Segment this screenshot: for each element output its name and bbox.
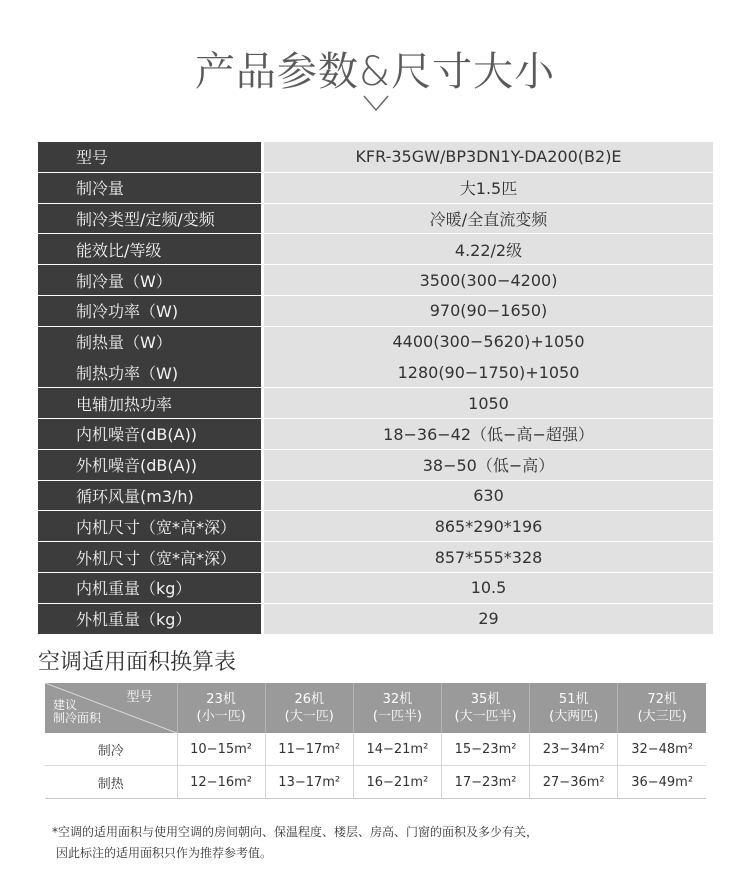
- model-header: [265, 683, 353, 733]
- table-cell: 36−49m²: [618, 766, 706, 799]
- corner-area-line2: 制冷面积: [53, 711, 102, 725]
- spec-row: [38, 327, 713, 357]
- model-header: [441, 683, 529, 733]
- spec-label: 制冷类型/定频/变频: [38, 204, 261, 234]
- spec-value: 10.5: [264, 573, 713, 603]
- spec-row: [38, 573, 713, 603]
- table-cell: 16−21m²: [353, 766, 441, 799]
- spec-value: 630: [264, 481, 713, 511]
- spec-row: [38, 388, 713, 418]
- spec-label: 制冷量（W）: [38, 265, 261, 295]
- spec-value: 3500(300−4200): [264, 265, 713, 295]
- spec-row: [38, 511, 713, 541]
- model-name: 51机: [558, 692, 589, 707]
- spec-label: 制热功率（W): [38, 357, 261, 387]
- model-name: 32机: [382, 692, 413, 707]
- spec-value: 1280(90−1750)+1050: [264, 357, 713, 387]
- spec-row: [38, 450, 713, 480]
- spec-label: 能效比/等级: [38, 234, 261, 264]
- footnote-line1: *空调的适用面积与使用空调的房间朝向、保温程度、楼层、房高、门窗的面积及多少有关，: [52, 825, 539, 839]
- table-cell: 14−21m²: [353, 733, 441, 766]
- table-row-heating: [45, 766, 706, 799]
- model-name: 26机: [294, 692, 324, 707]
- model-hp: (一匹半): [372, 709, 422, 724]
- spec-value: 冷暖/全直流变频: [264, 204, 713, 234]
- table-row-cooling: [45, 733, 706, 766]
- model-name: 35机: [470, 692, 501, 707]
- table-cell: 17−23m²: [441, 766, 529, 799]
- model-hp: (大两匹): [549, 709, 599, 724]
- spec-value: 38−50（低−高）: [264, 450, 713, 480]
- spec-label: 内机重量（kg）: [38, 573, 261, 603]
- spec-row: [38, 481, 713, 511]
- model-hp: (大一匹): [284, 709, 334, 724]
- model-hp: (小一匹): [196, 709, 246, 724]
- spec-label: 制冷功率（W): [38, 296, 261, 326]
- model-hp: (大三匹): [637, 709, 687, 724]
- spec-value: 4.22/2级: [264, 234, 713, 264]
- spec-value: 970(90−1650): [264, 296, 713, 326]
- spec-row: [38, 234, 713, 264]
- spec-table: [38, 142, 713, 635]
- spec-value: 18−36−42（低−高−超强）: [264, 419, 713, 449]
- table-cell: 12−16m²: [177, 766, 265, 799]
- table-cell: 10−15m²: [177, 733, 265, 766]
- spec-label: 制热量（W）: [38, 327, 261, 357]
- spec-value: 1050: [264, 388, 713, 418]
- spec-label: 制冷量: [38, 173, 261, 203]
- row-label: 制冷: [45, 733, 177, 766]
- model-hp: (大一匹半): [454, 709, 517, 724]
- corner-header: [45, 683, 177, 733]
- spec-label: 外机尺寸（宽*高*深）: [38, 542, 261, 572]
- footnote-line2: 因此标注的适用面积只作为推荐参考值。: [56, 846, 273, 860]
- table-cell: 23−34m²: [530, 733, 618, 766]
- spec-value: 4400(300−5620)+1050: [264, 327, 713, 357]
- table-cell: 27−36m²: [530, 766, 618, 799]
- spec-label: 外机噪音(dB(A)): [38, 450, 261, 480]
- spec-label: 内机噪音(dB(A)): [38, 419, 261, 449]
- spec-row: [38, 173, 713, 203]
- area-conversion-table: [45, 683, 706, 799]
- model-name: 72机: [647, 692, 677, 707]
- footnote: [52, 822, 538, 864]
- spec-value: 29: [264, 604, 713, 634]
- model-header: [618, 683, 706, 733]
- spec-row: [38, 357, 713, 387]
- spec-row: [38, 542, 713, 572]
- spec-value: 865*290*196: [264, 511, 713, 541]
- spec-row-model: [38, 142, 713, 172]
- spec-row: [38, 419, 713, 449]
- corner-area-line1: 建议: [53, 698, 78, 712]
- spec-value: 大1.5匹: [264, 173, 713, 203]
- spec-label: 外机重量（kg）: [38, 604, 261, 634]
- corner-model-label: 型号: [126, 690, 153, 705]
- spec-label: 循环风量(m3/h): [38, 481, 261, 511]
- spec-row: [38, 204, 713, 234]
- spec-label: 内机尺寸（宽*高*深）: [38, 511, 261, 541]
- spec-value: 857*555*328: [264, 542, 713, 572]
- table-cell: 13−17m²: [265, 766, 353, 799]
- spec-row: [38, 604, 713, 634]
- table-cell: 32−48m²: [618, 733, 706, 766]
- model-header: [177, 683, 265, 733]
- area-table-title: 空调适用面积换算表: [38, 650, 237, 675]
- table-cell: 11−17m²: [265, 733, 353, 766]
- table-header-row: [45, 683, 706, 733]
- model-header: [530, 683, 618, 733]
- spec-label: 电辅加热功率: [38, 388, 261, 418]
- chevron-down-icon: [362, 92, 390, 114]
- page-title: 产品参数&尺寸大小: [194, 49, 556, 95]
- table-cell: 15−23m²: [441, 733, 529, 766]
- spec-label: 型号: [38, 142, 261, 172]
- corner-area-label: [53, 699, 101, 725]
- model-header: [353, 683, 441, 733]
- row-label: 制热: [45, 766, 177, 799]
- spec-row: [38, 265, 713, 295]
- spec-value: KFR-35GW/BP3DN1Y-DA200(B2)E: [264, 142, 713, 172]
- model-name: 23机: [206, 692, 236, 707]
- spec-row: [38, 296, 713, 326]
